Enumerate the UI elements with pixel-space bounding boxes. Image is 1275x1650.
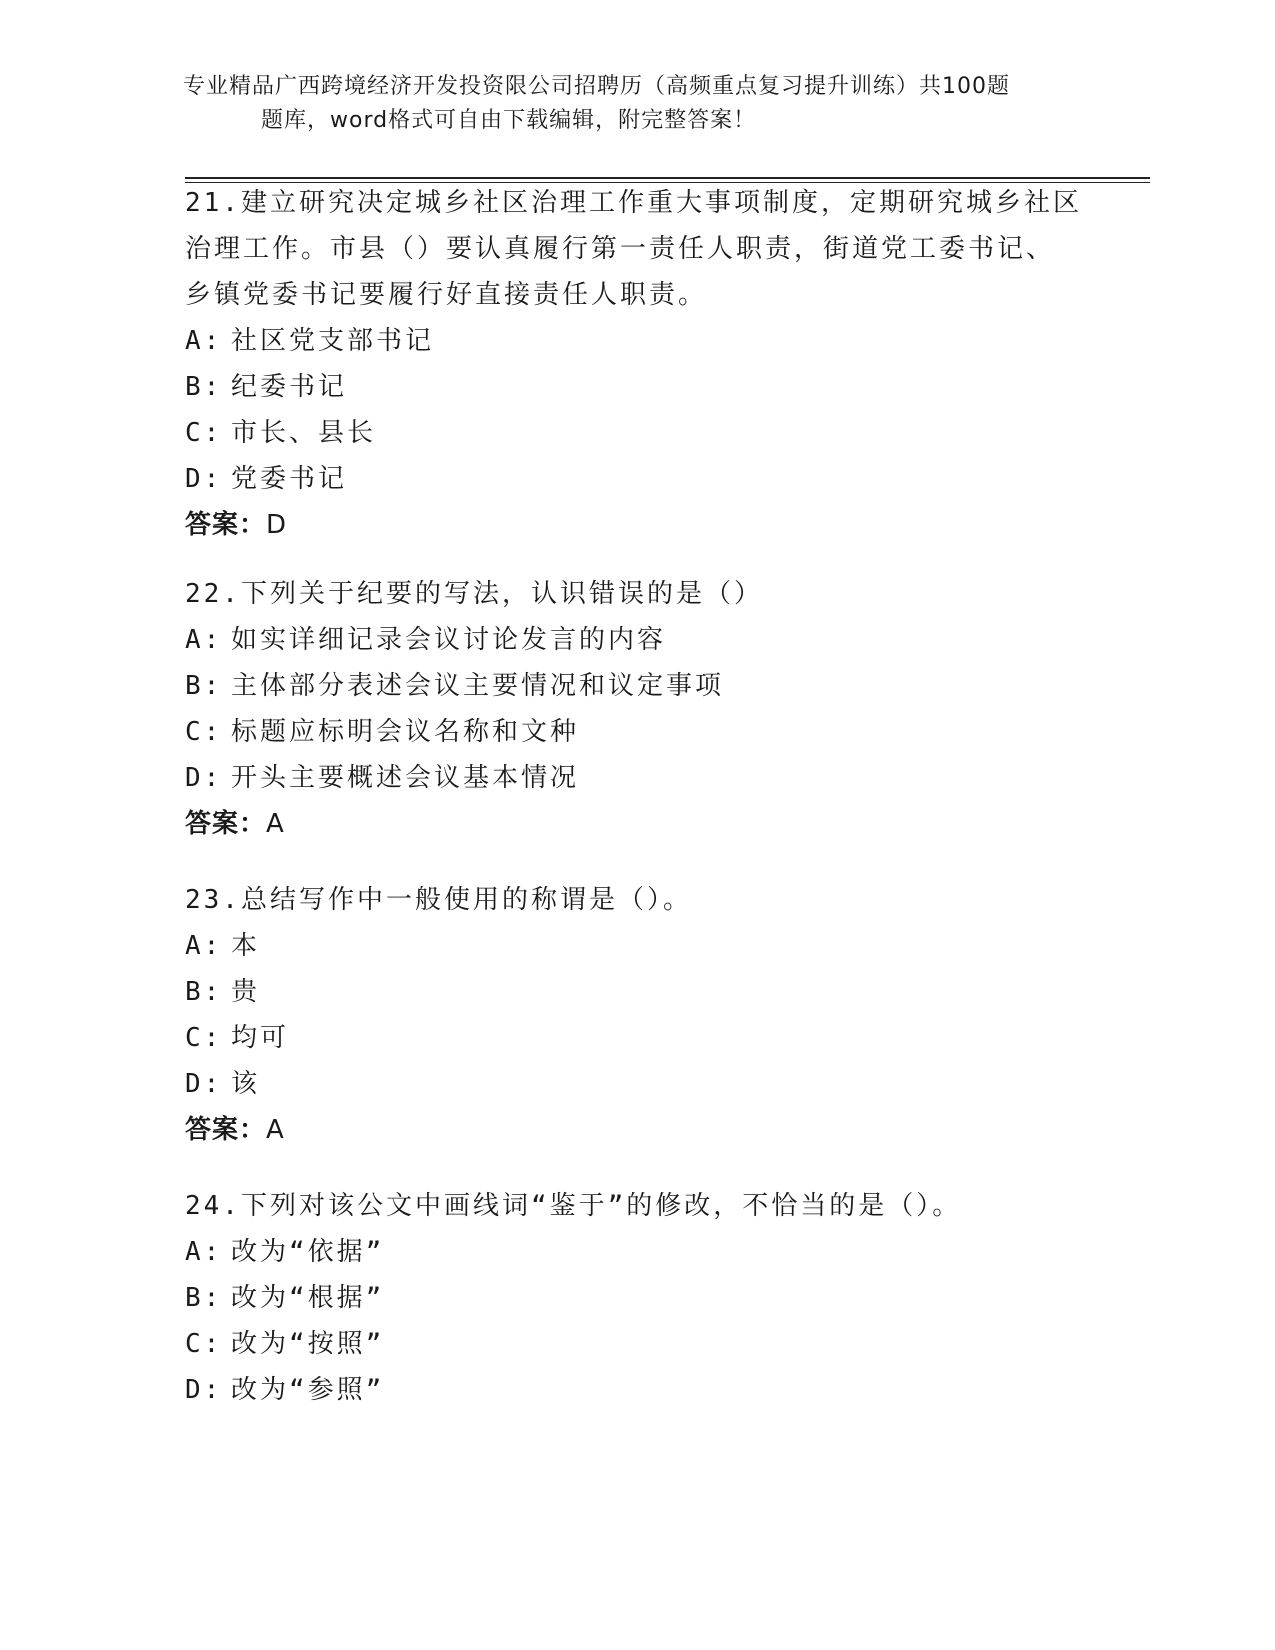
option-key: B:: [185, 977, 223, 1007]
option-text: 主体部分表述会议主要情况和议定事项: [231, 671, 725, 701]
option-c: [185, 410, 1085, 456]
option-a: [185, 1229, 1085, 1275]
answer-label: 答案：: [185, 510, 267, 540]
option-key: A:: [185, 625, 223, 655]
answer-line: [185, 801, 1085, 847]
answer-value: D: [266, 510, 288, 540]
question-stem-line: 乡镇党委书记要履行好直接责任人职责。: [185, 280, 708, 310]
option-text: 标题应标明会议名称和文种: [231, 717, 580, 747]
option-b: [185, 663, 1085, 709]
option-text: 社区党支部书记: [231, 326, 435, 356]
question-23: [185, 877, 1085, 1153]
option-b: [185, 1275, 1085, 1321]
option-key: A:: [185, 931, 223, 961]
option-key: A:: [185, 326, 223, 356]
answer-value: A: [266, 809, 285, 839]
question-stem-line: 治理工作。市县（）要认真履行第一责任人职责，街道党工委书记、: [185, 234, 1056, 264]
option-a: [185, 923, 1085, 969]
question-22: [185, 571, 1085, 847]
option-key: C:: [185, 418, 223, 448]
header-line-1: 专业精品广西跨境经济开发投资限公司招聘历（高频重点复习提升训练）共100题: [183, 74, 1010, 99]
document-header: [183, 70, 1083, 138]
option-text: 开头主要概述会议基本情况: [231, 763, 580, 793]
option-text: 本: [231, 931, 261, 961]
question-21: [185, 180, 1085, 548]
option-c: [185, 1015, 1085, 1061]
answer-line: [185, 1107, 1085, 1153]
question-24: [185, 1183, 1085, 1413]
question-stem-line: 23.总结写作中一般使用的称谓是（）。: [185, 885, 692, 915]
answer-label: 答案：: [185, 809, 267, 839]
option-key: D:: [185, 763, 223, 793]
option-d: [185, 456, 1085, 502]
option-text: 改为“参照”: [231, 1375, 385, 1405]
option-text: 纪委书记: [231, 372, 348, 402]
option-d: [185, 755, 1085, 801]
option-text: 该: [231, 1069, 261, 1099]
question-stem-line: 21.建立研究决定城乡社区治理工作重大事项制度，定期研究城乡社区: [185, 188, 1082, 218]
option-key: D:: [185, 464, 223, 494]
option-text: 改为“根据”: [231, 1283, 385, 1313]
header-line-2: 题库，word格式可自由下载编辑，附完整答案！: [261, 108, 757, 133]
header-rule-thick: [185, 177, 1150, 179]
option-b: [185, 364, 1085, 410]
option-key: C:: [185, 1023, 223, 1053]
option-text: 改为“按照”: [231, 1329, 385, 1359]
option-c: [185, 1321, 1085, 1367]
option-key: D:: [185, 1069, 223, 1099]
question-stem-line: 22.下列关于纪要的写法，认识错误的是（）: [185, 579, 763, 609]
option-text: 市长、县长: [231, 418, 377, 448]
option-key: A:: [185, 1237, 223, 1267]
question-stem-line: 24.下列对该公文中画线词“鉴于”的修改，不恰当的是（）。: [185, 1191, 962, 1221]
option-text: 如实详细记录会议讨论发言的内容: [231, 625, 667, 655]
answer-label: 答案：: [185, 1115, 267, 1145]
option-d: [185, 1367, 1085, 1413]
option-a: [185, 617, 1085, 663]
answer-value: A: [266, 1115, 285, 1145]
option-key: C:: [185, 1329, 223, 1359]
answer-line: [185, 502, 1085, 548]
option-key: B:: [185, 372, 223, 402]
option-d: [185, 1061, 1085, 1107]
option-key: B:: [185, 671, 223, 701]
option-key: D:: [185, 1375, 223, 1405]
option-a: [185, 318, 1085, 364]
option-text: 党委书记: [231, 464, 348, 494]
option-text: 均可: [231, 1023, 290, 1053]
option-text: 贵: [231, 977, 261, 1007]
option-c: [185, 709, 1085, 755]
option-key: B:: [185, 1283, 223, 1313]
option-key: C:: [185, 717, 223, 747]
option-b: [185, 969, 1085, 1015]
option-text: 改为“依据”: [231, 1237, 385, 1267]
